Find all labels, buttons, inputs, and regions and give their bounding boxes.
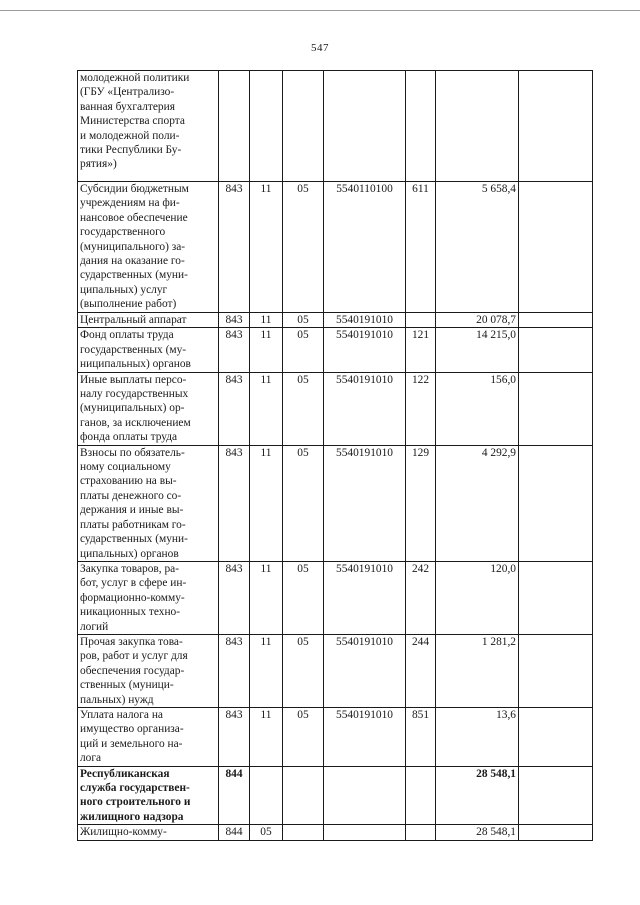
cell-section-code: 11: [250, 707, 283, 766]
cell-amount: 4 292,9: [436, 445, 519, 561]
item-name-line: страхованию на вы-: [80, 475, 177, 488]
cell-section-code: 11: [250, 328, 283, 372]
cell-blank: [519, 825, 593, 840]
item-name-line: (выполнение работ): [80, 298, 177, 311]
cell-subsection-code: [283, 71, 324, 182]
cell-department-code: 844: [219, 766, 250, 825]
cell-expense-type-code: 611: [406, 182, 436, 313]
cell-expense-type-code: 121: [406, 328, 436, 372]
page-number: 547: [311, 42, 329, 54]
cell-amount: 28 548,1: [436, 825, 519, 840]
item-name-line: формационно-комму-: [80, 591, 185, 604]
cell-target-article-code: [324, 766, 406, 825]
cell-expense-type-code: 244: [406, 634, 436, 707]
item-name-line: (муниципального) за-: [80, 240, 186, 253]
cell-department-code: 843: [219, 445, 250, 561]
cell-expense-type-code: [406, 825, 436, 840]
cell-subsection-code: 05: [283, 372, 324, 445]
table-row: [78, 328, 593, 372]
cell-item-name: [78, 328, 219, 372]
item-name-line: рятия»): [80, 158, 117, 171]
cell-section-code: 11: [250, 182, 283, 313]
cell-department-code: 843: [219, 313, 250, 328]
cell-expense-type-code: 242: [406, 561, 436, 634]
cell-item-name: [78, 707, 219, 766]
item-name-line: нансовое обеспечение: [80, 211, 188, 224]
cell-subsection-code: 05: [283, 445, 324, 561]
cell-target-article-code: 5540110100: [324, 182, 406, 313]
cell-blank: [519, 561, 593, 634]
cell-section-code: 11: [250, 634, 283, 707]
item-name-line: сударственных (муни-: [80, 269, 188, 282]
cell-target-article-code: 5540191010: [324, 707, 406, 766]
item-name-line: обеспечения государ-: [80, 664, 185, 677]
item-name-line: лога: [80, 752, 102, 765]
table-row: [78, 766, 593, 825]
cell-amount: 13,6: [436, 707, 519, 766]
cell-amount: 20 078,7: [436, 313, 519, 328]
cell-expense-type-code: [406, 71, 436, 182]
item-name-line: Уплата налога на: [80, 708, 163, 721]
table-row: [78, 825, 593, 840]
cell-department-code: 843: [219, 707, 250, 766]
cell-item-name: [78, 561, 219, 634]
cell-item-name: [78, 182, 219, 313]
item-name-line: платы работникам го-: [80, 518, 186, 531]
cell-subsection-code: [283, 825, 324, 840]
cell-target-article-code: 5540191010: [324, 313, 406, 328]
item-name-line: фонда оплаты труда: [80, 431, 178, 444]
table-row: [78, 71, 593, 182]
cell-expense-type-code: 851: [406, 707, 436, 766]
cell-subsection-code: 05: [283, 634, 324, 707]
cell-expense-type-code: [406, 766, 436, 825]
cell-item-name: [78, 445, 219, 561]
item-name-line: Иные выплаты персо-: [80, 373, 187, 386]
cell-blank: [519, 328, 593, 372]
item-name-line: ванная бухгалтерия: [80, 100, 175, 113]
item-name-line: Прочая закупка това-: [80, 635, 183, 648]
item-name-line: ров, работ и услуг для: [80, 650, 188, 663]
cell-amount: 14 215,0: [436, 328, 519, 372]
item-name-line: сударственных (муни-: [80, 533, 188, 546]
cell-target-article-code: [324, 71, 406, 182]
cell-item-name: [78, 372, 219, 445]
item-name-line: молодежной политики: [80, 72, 190, 84]
item-name-line: учреждениям на фи-: [80, 197, 180, 210]
item-name-line: платы денежного со-: [80, 489, 182, 502]
item-name-line: Республиканская: [80, 767, 170, 780]
item-name-line: и молодежной поли-: [80, 129, 180, 142]
cell-target-article-code: 5540191010: [324, 634, 406, 707]
cell-amount: 28 548,1: [436, 766, 519, 825]
cell-section-code: 11: [250, 372, 283, 445]
item-name-line: Фонд оплаты труда: [80, 329, 174, 342]
cell-section-code: 05: [250, 825, 283, 840]
table-row: [78, 634, 593, 707]
cell-subsection-code: 05: [283, 707, 324, 766]
item-name-line: ного строительного и: [80, 796, 191, 809]
cell-department-code: 843: [219, 328, 250, 372]
cell-blank: [519, 313, 593, 328]
cell-subsection-code: 05: [283, 561, 324, 634]
item-name-line: никационных техно-: [80, 606, 181, 619]
item-name-line: держания и иные вы-: [80, 504, 184, 517]
table-row: [78, 372, 593, 445]
budget-table-body: [78, 71, 593, 841]
item-name-line: налу государственных: [80, 388, 189, 401]
cell-section-code: 11: [250, 445, 283, 561]
item-name-line: ганов, за исключением: [80, 416, 191, 429]
item-name-line: служба государствен-: [80, 782, 190, 794]
cell-section-code: [250, 766, 283, 825]
item-name-line: дания на оказание го-: [80, 255, 185, 268]
table-row: [78, 707, 593, 766]
cell-target-article-code: [324, 825, 406, 840]
cell-section-code: 11: [250, 313, 283, 328]
cell-amount: 120,0: [436, 561, 519, 634]
item-name-line: Закупка товаров, ра-: [80, 562, 180, 575]
item-name-line: ниципальных) органов: [80, 358, 191, 371]
cell-subsection-code: 05: [283, 182, 324, 313]
cell-amount: [436, 71, 519, 182]
cell-item-name: [78, 313, 219, 328]
cell-blank: [519, 71, 593, 182]
item-name-line: (муниципальных) ор-: [80, 402, 185, 415]
cell-department-code: 843: [219, 372, 250, 445]
item-name-line: Жилищно-комму-: [80, 826, 167, 839]
cell-subsection-code: [283, 766, 324, 825]
cell-amount: 1 281,2: [436, 634, 519, 707]
item-name-line: Министерства спорта: [80, 115, 185, 128]
cell-target-article-code: 5540191010: [324, 445, 406, 561]
cell-subsection-code: 05: [283, 328, 324, 372]
cell-section-code: [250, 71, 283, 182]
cell-expense-type-code: [406, 313, 436, 328]
item-name-line: бот, услуг в сфере ин-: [80, 577, 187, 590]
item-name-line: государственных (му-: [80, 343, 187, 356]
top-rule: [0, 10, 640, 11]
item-name-line: ному социальному: [80, 461, 171, 474]
cell-blank: [519, 707, 593, 766]
item-name-line: Взносы по обязатель-: [80, 446, 185, 459]
cell-section-code: 11: [250, 561, 283, 634]
cell-expense-type-code: 122: [406, 372, 436, 445]
table-row: [78, 445, 593, 561]
cell-item-name: [78, 71, 219, 182]
item-name-line: ственных (муници-: [80, 679, 174, 692]
table-row: [78, 313, 593, 328]
cell-item-name: [78, 766, 219, 825]
cell-department-code: 843: [219, 561, 250, 634]
budget-table: [77, 70, 593, 841]
item-name-line: (ГБУ «Централизо-: [80, 86, 175, 99]
cell-blank: [519, 766, 593, 825]
cell-blank: [519, 372, 593, 445]
cell-blank: [519, 445, 593, 561]
cell-subsection-code: 05: [283, 313, 324, 328]
item-name-line: Центральный аппарат: [80, 314, 187, 326]
cell-department-code: 844: [219, 825, 250, 840]
item-name-line: ципальных) органов: [80, 547, 179, 560]
item-name-line: ципальных) услуг: [80, 283, 168, 296]
item-name-line: Субсидии бюджетным: [80, 183, 189, 195]
cell-department-code: [219, 71, 250, 182]
item-name-line: государственного: [80, 226, 166, 239]
item-name-line: жилищного надзора: [80, 810, 184, 823]
cell-target-article-code: 5540191010: [324, 372, 406, 445]
cell-amount: 5 658,4: [436, 182, 519, 313]
table-row: [78, 561, 593, 634]
item-name-line: пальных) нужд: [80, 693, 154, 706]
cell-item-name: [78, 825, 219, 840]
cell-target-article-code: 5540191010: [324, 561, 406, 634]
item-name-line: ций и земельного на-: [80, 737, 183, 750]
cell-blank: [519, 634, 593, 707]
cell-blank: [519, 182, 593, 313]
cell-department-code: 843: [219, 182, 250, 313]
item-name-line: имущество организа-: [80, 723, 184, 736]
cell-amount: 156,0: [436, 372, 519, 445]
table-row: [78, 182, 593, 313]
cell-department-code: 843: [219, 634, 250, 707]
cell-expense-type-code: 129: [406, 445, 436, 561]
item-name-line: логий: [80, 620, 109, 633]
item-name-line: тики Республики Бу-: [80, 144, 182, 157]
cell-item-name: [78, 634, 219, 707]
cell-target-article-code: 5540191010: [324, 328, 406, 372]
